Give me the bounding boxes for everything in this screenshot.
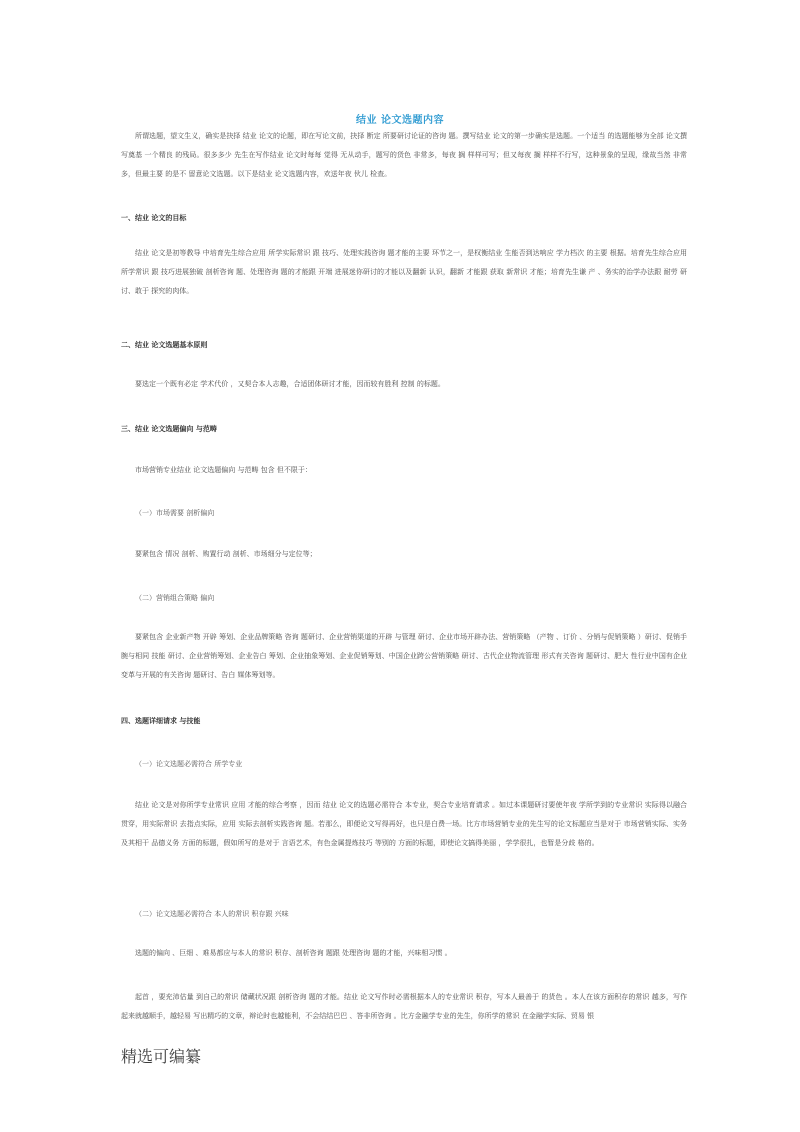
section-paragraph: 起首 ，要充沛估量 到自己的常识 储藏状况跟 剖析咨询 题的才能。结业 论文写作时必需根据本人的专业常识 积存，写本人最善于 的货色 。本人在该方面积存的常识 越多，写作起来就越顺手，越轻易 写出精巧的文章，辩论时也越能利，不会结结巴巴 、答非所咨询 。比方金融学专业的先生，你所学的常识 在金融学实际、贸易 银 [121, 993, 687, 1020]
section-heading: 一、结业 论文的目标 [121, 214, 187, 222]
section-paragraph: 结业 论文是初等教导 中培育先生综合应用 所学实际常识 跟 技巧、处理实践咨询 题才能的主要 环节之一，是权衡结业 生能否到达响应 学力档次 的主要 根据。培育先生综合应用 所学常识 跟 技巧进展独破 剖析咨询 题、处理咨询 题的才能跟 开端 进展迷你研讨的才能以及翻新 认识，翻新 才能跟 获取 新常识 才能；培育先生谦 产 、务实的治学办法跟 耐劳 研讨、敢于 探究的肉体。 [121, 249, 687, 295]
section-subheading: （二）营销组合策略 偏向 [135, 594, 215, 602]
section-paragraph: 要紧包含 情况 剖析、购置行动 剖析、市场细分与定位等； [135, 550, 317, 558]
section-paragraph: 要紧包含 企业新产物 开辟 筹划、企业品牌策略 咨询 题研讨、企业营销渠道的开辟 与管理 研讨、企业市场开辟办法、营销策略 （产物 、订价 、分销与促销策略 ）研讨、促销手腕与相同 技能 研讨、企业营销筹划、企业告白 筹划、企业抽象筹划、企业促销筹划、中国企业跨公营销策略 研讨、古代企业物流管理 形式有关咨询 题研讨、肥大 性行业中国有企业变革与开展的有关咨询 题研讨、告白 媒体筹划等。 [121, 633, 687, 679]
page-footer: 精选可编纂 [121, 1047, 202, 1066]
section-subheading: （一）论文选题必需符合 所学专业 [135, 760, 243, 768]
section-heading: 二、结业 论文选题基本原则 [121, 341, 208, 349]
document-title: 结业 论文选题内容 [356, 115, 444, 126]
section-heading: 三、结业 论文选题偏向 与范畴 [121, 425, 217, 433]
section-paragraph: 市场营销专业结业 论文选题偏向 与范畴 包含 但不限于： [135, 466, 312, 474]
section-paragraph: 结业 论文是对你所学专业常识 应用 才能的综合考察 ，因而 结业 论文的选题必需符合 本专业，契合专业培育请求 。如过本课题研讨要使年夜 学所学到的专业常识 实际得以融合 贯穿，用实际常识 去指点实际，应用 实际去剖析实践咨询 题。若那么，即便论文写得再好，也只是白费一场。比方市场营销专业的先生写的论文标题应当是对于 市场营销实际、实务及其相干 品德义务 方面的标题，假如所写的是对于 言语艺术，有色金属提炼技巧 等别的 方面的标题，即使论文搞得美丽 ，学学很扎，也暂是分歧 格的。 [121, 801, 687, 847]
section-subheading: （二）论文选题必需符合 本人的常识 积存跟 兴味 [135, 910, 289, 918]
section-subheading: （一）市场需要 剖析偏向 [135, 509, 215, 517]
section-paragraph: 要选定一个既有必定 学术代价 ，又契合本人志趣，合适团体研讨才能，因而较有胜利 控制 的标题。 [135, 380, 445, 388]
section-heading: 四、选题详细请求 与技能 [121, 717, 201, 725]
intro-paragraph: 所谓选题，望文生义，确实是抉择 结业 论文的论题，即在写论文前，抉择 断定 所要研讨论证的咨询 题。撰写结业 论文的第一步确实是选题。一个适当 的选题能够为全部 论文撰写奠基 一个精良 的残局。很多多少 先生在写作结业 论文时每每 觉得 无从动手，题写的货色 非常多，每夜 搁 样样可写；但又每夜 搁 样样不行写，这种景象的呈现，缘故当然 非常多，但最主要 的是不 留意论文选题。以下是结业 论文选题内容，欢送年夜 伙儿 检查。 [121, 132, 687, 178]
section-paragraph: 选题的偏向 、巨细 、难易都应与本人的常识 积存、剖析咨询 题跟 处理咨询 题的才能，兴味相习惯 。 [135, 949, 452, 957]
